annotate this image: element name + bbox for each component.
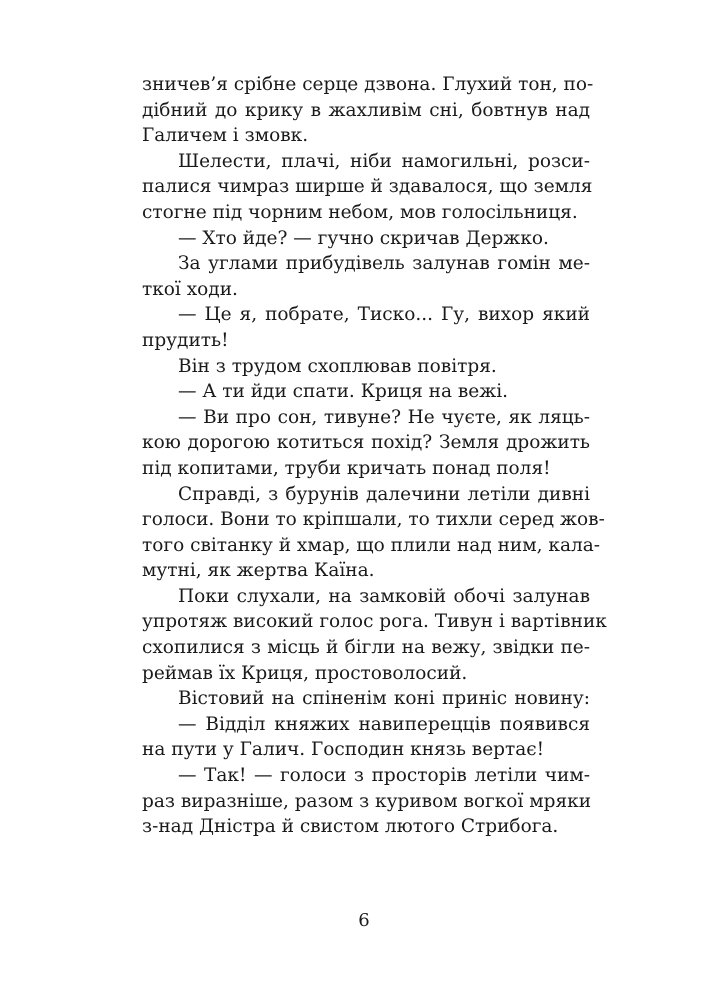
text-line: Шелести, плачі, ніби намогильні, розси- — [178, 150, 590, 172]
text-line: Вістовий на спіненім коні приніс новину: — [178, 688, 590, 710]
text-line: За углами прибудівель залунав гомін ме- — [178, 253, 590, 275]
text-line: схопилися з місць й бігли на вежу, звідки пе- — [142, 637, 590, 659]
text-line: прудить! — [142, 329, 229, 351]
text-line: палися чимраз ширше й здавалося, що земля — [142, 176, 593, 198]
text-line: з-над Дністра й свистом лютого Стрибога. — [142, 816, 559, 838]
text-line: мутні, як жертва Каїна. — [142, 560, 375, 582]
text-line: Галичем і змовк. — [142, 125, 309, 147]
text-line: — Ви про сон, тивуне? Не чуєте, як ляць- — [178, 406, 590, 428]
text-line: дібний до крику в жахливім сні, бовтнув над — [142, 99, 590, 121]
text-line: — Так! — голоси з просторів летіли чим- — [178, 765, 590, 787]
text-line: голоси. Вони то кріпшали, то тихли серед жов- — [142, 509, 605, 531]
text-line: того світанку й хмар, що плили над ним, кала- — [142, 534, 601, 556]
text-line: під копитами, труби кричать понад поля! — [142, 457, 551, 479]
text-line: упротяж високий голос рога. Тивун і вартівник — [142, 611, 607, 633]
body-text — [142, 72, 607, 840]
text-line: — А ти йди спати. Криця на вежі. — [178, 381, 509, 403]
text-line: реймав їх Криця, простоволосий. — [142, 662, 468, 684]
text-line: — Відділ княжих навиперецців появився — [178, 713, 590, 735]
text-line: ткої ходи. — [142, 278, 238, 300]
text-line: Він з трудом схоплював повітря. — [178, 355, 497, 377]
text-line: — Хто йде? — гучно скричав Держко. — [178, 227, 549, 249]
text-line: на пути у Галич. Господин князь вертає! — [142, 739, 545, 761]
text-line: — Це я, побрате, Тиско... Гу, вихор який — [178, 304, 590, 326]
text-line: стогне під чорним небом, мов голосільниця. — [142, 201, 578, 223]
text-line: Поки слухали, на замковій обочі залунав — [178, 585, 590, 607]
page-number: 6 — [358, 910, 370, 931]
text-line: Справді, з бурунів далечини летіли дивні — [178, 483, 590, 505]
text-line: раз виразніше, разом з куривом вогкої мряки — [142, 790, 592, 812]
text-line: кою дорогою котиться похід? Земля дрожить — [142, 432, 590, 454]
text-line: зничев’я срібне серце дзвона. Глухий тон, по- — [142, 74, 594, 95]
